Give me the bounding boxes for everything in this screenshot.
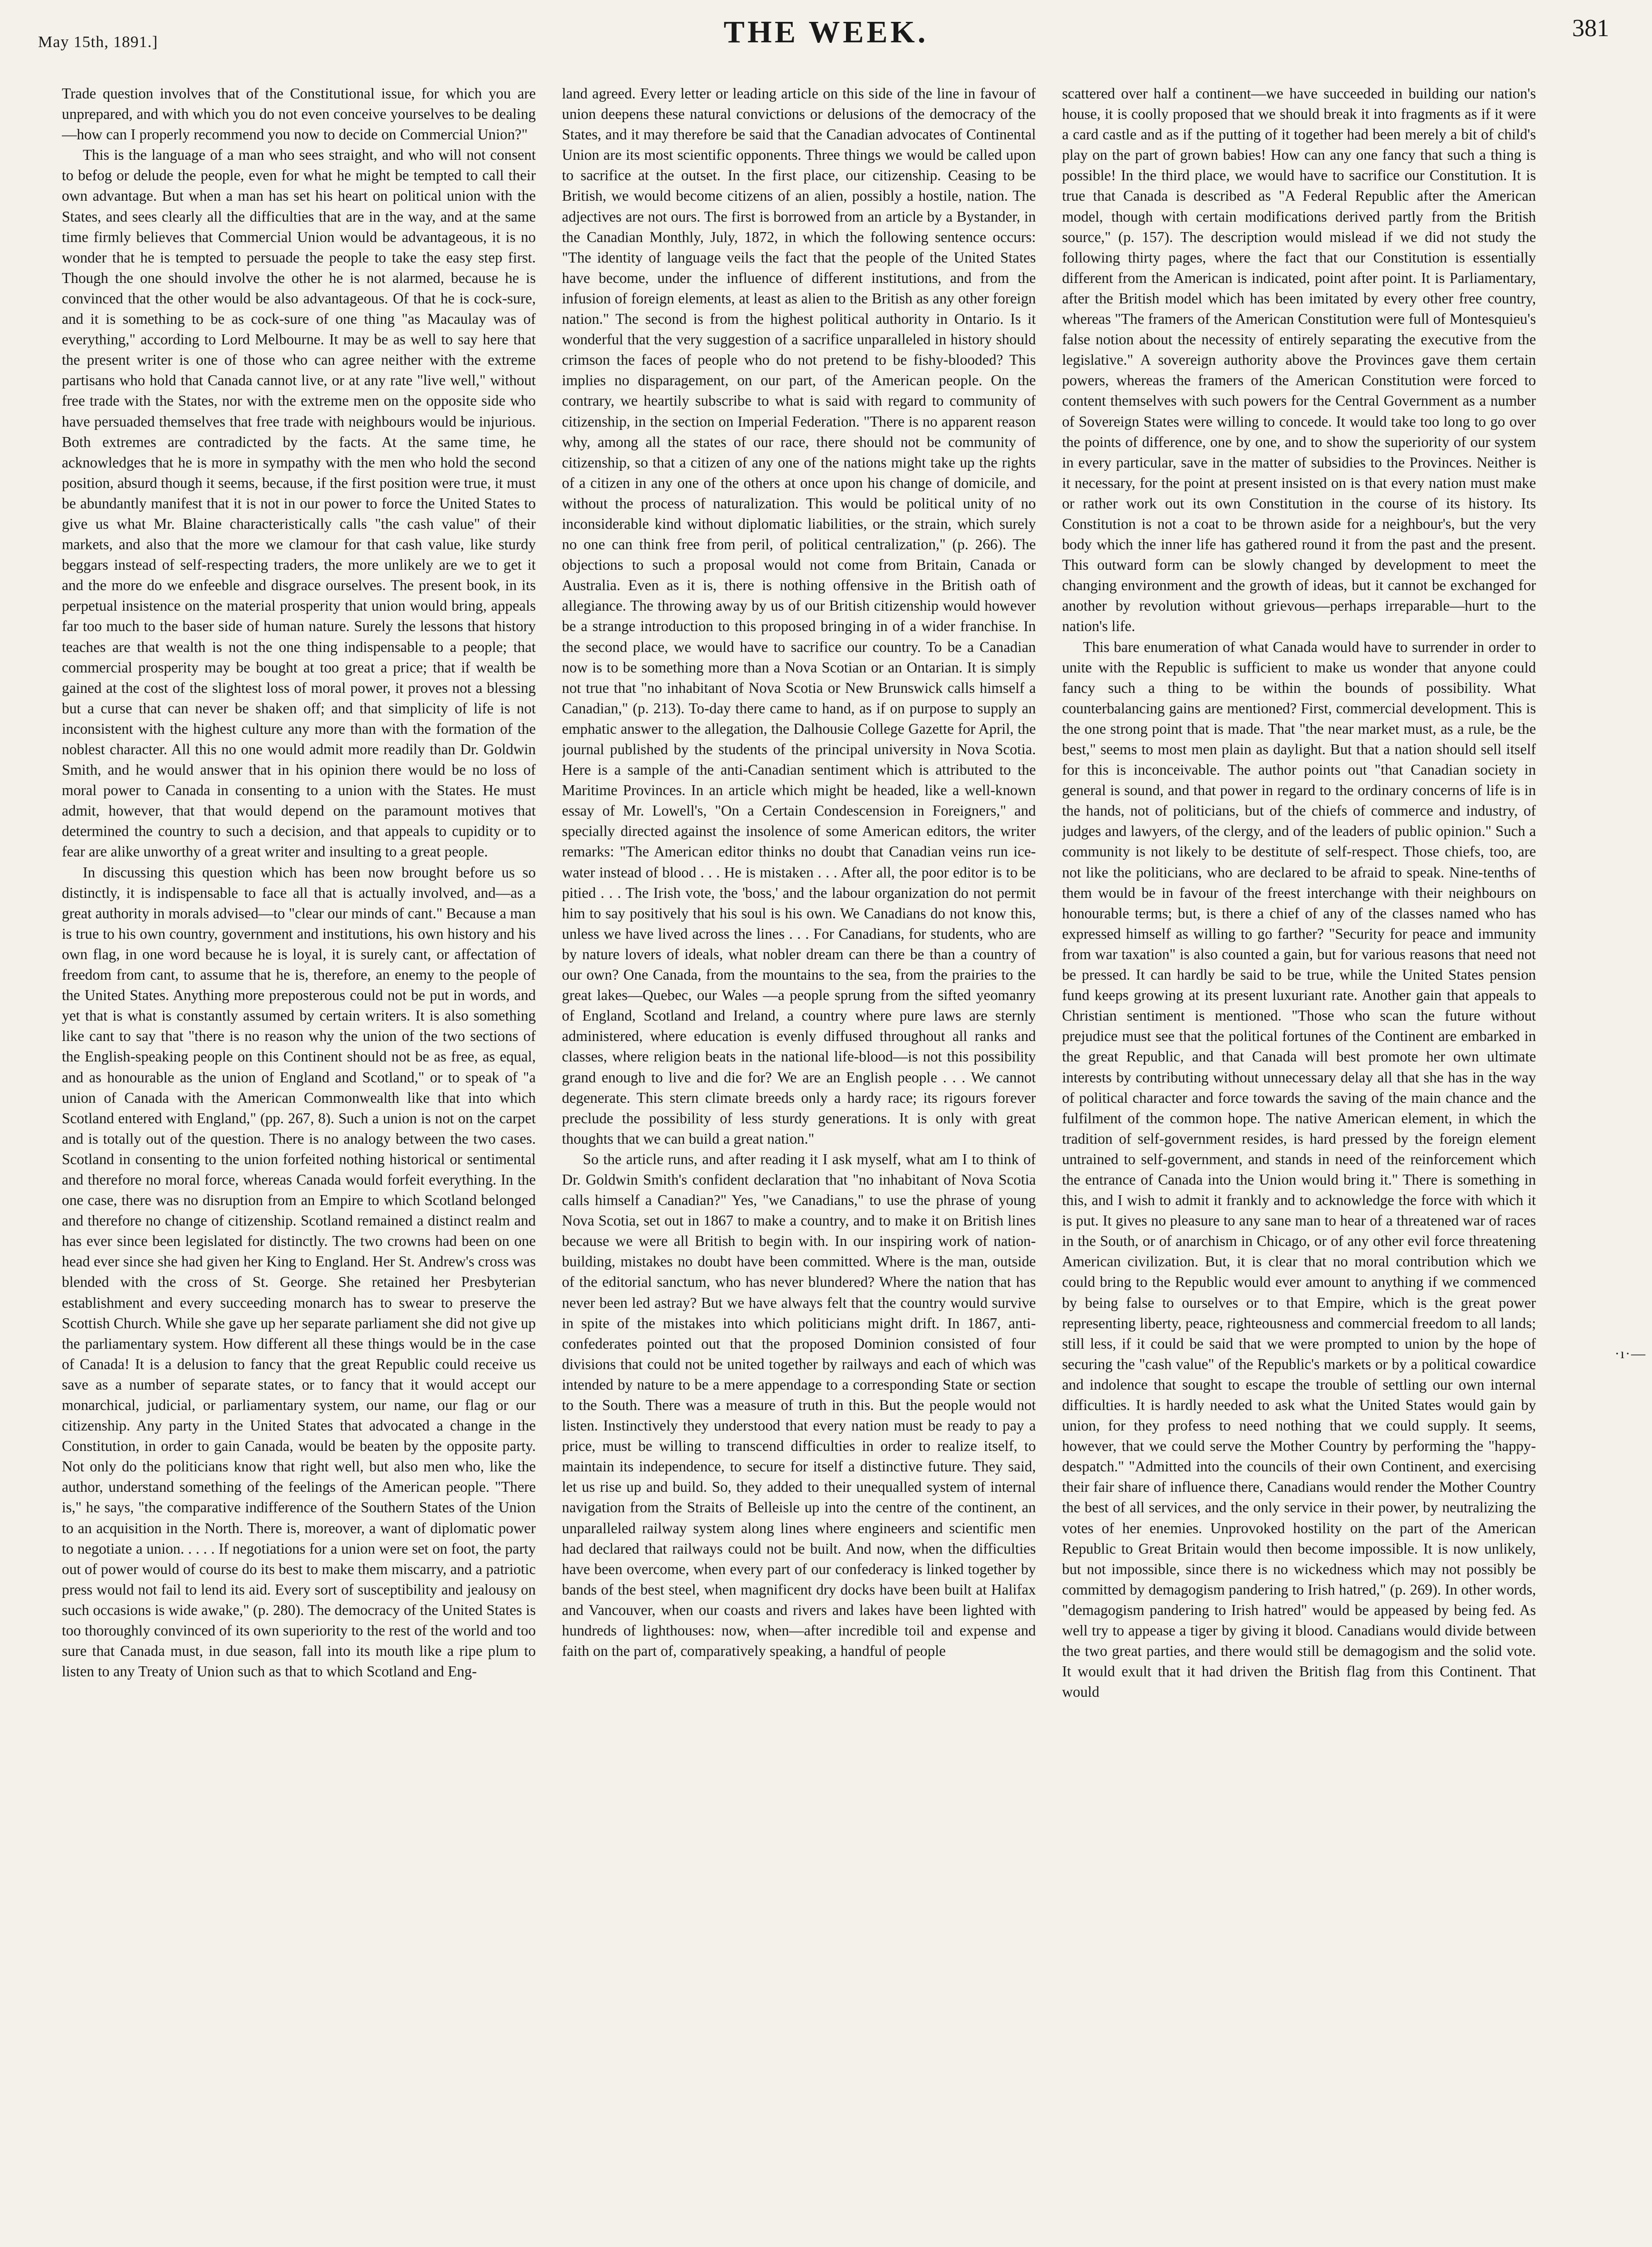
publication-title: THE WEEK. — [723, 15, 929, 49]
paragraph: Trade question involves that of the Constitutional issue, for which you are unprepared, and with which you do not even conceive yourselves to be dealing—how can I properly recommend you now to decide on Commercial Union?" — [62, 85, 536, 143]
paragraph: This is the language of a man who sees straight, and who will not consent to befog or delude the people, even for what he might be tempted to call their own advantage. But when a man has set his heart on political union with the States, and sees clearly all the difficulties that are in the way, and at the same time firmly believes that Commercial Union would be advantageous, it is no wonder that he is tempted to persuade the people to take the easy step first. Though the one should involve the other he is not alarmed, because he is convinced that the other would be also advantageous. Of that he is cock-sure, and it is something to be as cock-sure of one thing "as Macaulay was of everything," according to Lord Melbourne. It may be as well to say here that the present writer is one of those who can agree neither with the extreme partisans who hold that Canada cannot live, or at any rate "live well," without free trade with the States, nor with the extreme men on the opposite side who have persuaded themselves that free trade with neighbours would be injurious. Both extremes are contradicted by the facts. At the same time, he acknowledges that he is more in sympathy with the men who hold the second position, absurd though it seems, because, if the first position were true, it must be abundantly manifest that it is not in our power to force the United States to give us what Mr. Blaine characteristically calls "the cash value" of their markets, and also that the more we clamour for that cash value, like sturdy beggars instead of self-respecting traders, the more unlikely are we to get it and the more do we enfeeble and disgrace ourselves. The present book, in its perpetual insistence on the material prosperity that union would bring, appeals far too much to the baser side of human nature. Surely the lessons that history teaches are that wealth is not the one thing indispensable to a people; that commercial prosperity may be bought at too great a price; that if wealth be gained at the cost of the slightest loss of moral power, it proves not a blessing but a curse that can never be shaken off; and that simplicity of life is not inconsistent with the highest culture any more than with the formation of the noblest character. All this no one would admit more readily than Dr. Goldwin Smith, and he would answer that in his opinion there would be no loss of moral power to Canada in consenting to a union with the States. He must admit, however, that that would depend on the paramount motives that determined the country to such a decision, and that appeals to cupidity or to fear are alike unworthy of a great writer and insulting to a great people. — [62, 146, 536, 860]
column-middle — [562, 83, 1036, 2223]
issue-date: May 15th, 1891.] — [38, 33, 158, 51]
article-columns — [62, 83, 1536, 2223]
column-right — [1062, 83, 1536, 2223]
paragraph: scattered over half a continent—we have succeeded in building our nation's house, it is coolly proposed that we should break it into fragments as if it were a card castle and as if the putting of it together had been merely a bit of child's play on the part of grown babies! How can any one fancy that such a thing is possible! In the third place, we would have to sacrifice our Constitution. It is true that Canada is described as "A Federal Republic after the American model, though with certain modifications derived partly from the British source," (p. 157). The description would mislead if we did not study the following thirty pages, where the fact that our Constitution is essentially different from the American is indicated, point after point. It is Parliamentary, after the British model which has been imitated by every other free country, whereas "The framers of the American Constitution were full of Montesquieu's false notion about the necessity of entirely separating the executive from the legislative." A sovereign authority above the Provinces gave them certain powers, whereas the framers of the American Constitution were forced to content themselves with such powers for the Central Government as a number of Sovereign States were willing to concede. It would take too long to go over the points of difference, one by one, and to show the superiority of our system in every particular, save in the matter of subsidies to the Provinces. Neither is it necessary, for the point at present insisted on is that every nation must make or rather work out its own Constitution in the course of its history. Its Constitution is not a coat to be thrown aside for a neighbour's, but the very body which the inner life has gathered round it from the past and the present. This outward form can be slowly changed by development to meet the changing environment and the growth of ideas, but it cannot be exchanged for another by revolution without grievous—perhaps irreparable—hurt to the nation's life. — [1062, 85, 1536, 635]
paragraph: land agreed. Every letter or leading article on this side of the line in favour of union deepens these natural convictions or delusions of the democracy of the States, and it may therefore be said that the Canadian advocates of Continental Union are its most scientific opponents. Three things we would be called upon to sacrifice at the outset. In the first place, our citizenship. Ceasing to be British, we would become citizens of an alien, possibly a hostile, nation. The adjectives are not ours. The first is borrowed from an article by a Bystander, in the Canadian Monthly, July, 1872, in which the following sentence occurs: "The identity of language veils the fact that the people of the United States have become, under the influence of different institutions, and from the infusion of foreign elements, at least as alien to the British as any other foreign nation." The second is from the highest political authority in Ontario. Is it wonderful that the very suggestion of a sacrifice unparalleled in history should crimson the faces of people who do not pretend to be fishy-blooded? This implies no disparagement, on our part, of the American people. On the contrary, we heartily subscribe to what is said with regard to community of citizenship, in the section on Imperial Federation. "There is no apparent reason why, among all the states of our race, there should not be community of citizenship, so that a citizen of any one of the nations might take up the rights of a citizen in any one of the others at once upon his change of domicile, and without the process of naturalization. This would be political unity of no inconsiderable kind without diplomatic liabilities, or the strain, which surely no one can think free from peril, of political centralization," (p. 266). The objections to such a proposal would not come from Britain, Canada or Australia. Even as it is, there is nothing offensive in the British oath of allegiance. The throwing away by us of our British citizenship would however be a strange introduction to this proposed bringing in of a wider franchise. In the second place, we would have to sacrifice our country. To be a Canadian now is to be something more than a Nova Scotian or an Ontarian. It is simply not true that "no inhabitant of Nova Scotia or New Brunswick calls himself a Canadian," (p. 213). To-day there came to hand, as if on purpose to supply an emphatic answer to the allegation, the Dalhousie College Gazette for April, the journal published by the students of the principal university in Nova Scotia. Here is a sample of the anti-Canadian sentiment which is attributed to the Maritime Provinces. In an article which might be headed, like a well-known essay of Mr. Lowell's, "On a Certain Condescension in Foreigners," and specially directed against the insolence of some American editors, the writer remarks: "The American editor thinks no doubt that Canadian veins run ice-water instead of blood . . . He is mistaken . . . After all, the poor editor is to be pitied . . . The Irish vote, the 'boss,' and the labour organization do not permit him to say positively that his soul is his own. We Canadians do not know this, unless we have lived across the lines . . . For Canadians, for students, who are by nature lovers of ideals, what nobler dream can there be than a country of our own? One Canada, from the mountains to the sea, from the prairies to the great lakes—Quebec, our Wales —a people sprung from the sifted yeomanry of England, Scotland and Ireland, a country where pure laws are sternly administered, where education is evenly diffused throughout all ranks and classes, where religion beats in the national life-blood—is not this possibility grand enough to live and die for? We are an English people . . . We cannot degenerate. This stern climate breeds only a hardy race; its rigours forever preclude the possibility of less sturdy generations. It is only with great thoughts that we can build a great nation." — [562, 85, 1036, 1147]
column-left — [62, 83, 536, 2223]
paragraph: This bare enumeration of what Canada would have to surrender in order to unite with the Republic is sufficient to make us wonder that anyone could fancy such a thing to be within the bounds of possibility. What counterbalancing gains are mentioned? First, commercial development. This is the one strong point that is made. That "the near market must, as a rule, be the best," seems to most men plain as daylight. But that a nation should sell itself for this is inconceivable. The author points out "that Canadian society in general is sound, and that power in regard to the ordinary concerns of life is in the hands, not of politicians, but of the chiefs of commerce and industry, of judges and lawyers, of the clergy, and of the leaders of public opinion." Such a community is not likely to be destitute of self-respect. Those chiefs, too, are not like the politicians, who are declared to be afraid to speak. Nine-tenths of them would be in favour of the freest interchange with their neighbours on honourable terms; but, is there a chief of any of the classes named who has expressed himself as willing to go farther? "Security for peace and immunity from war taxation" is also counted a gain, but for various reasons that need not be pressed. It can hardly be said to be true, while the United States pension fund keeps growing at its present luxuriant rate. Another gain that appeals to Christian sentiment is mentioned. "Those who scan the future without prejudice must see that the political fortunes of the Continent are embarked in the great Republic, and that Canada will best promote her own ultimate interests by contributing without unnecessary delay all that she has in the way of political character and force towards the saving of the main chance and the fulfilment of the common hope. The native American element, in which the tradition of self-government resides, is hard pressed by the foreign element untrained to self-government, and stands in need of the reinforcement which the entrance of Canada into the Union would bring it." There is something in this, and I wish to admit it frankly and to acknowledge the force with which it is put. It gives no pleasure to any sane man to hear of a threatened war of races in the South, or of anarchism in Chicago, or of any other evil force threatening American civilization. But, it is clear that no moral contribution which we could bring to the Republic would ever amount to anything if we commenced by being false to ourselves or to that Empire, which is the great power representing liberty, peace, righteousness and commercial freedom to all lands; still less, if it could be said that we were prompted to union by the hope of securing the "cash value" of the Republic's markets or by a political cowardice and indolence that sought to escape the trouble of settling our own internal difficulties. It is hardly needed to ask what the United States would gain by union, for they profess to need nothing that we could supply. It seems, however, that we could serve the Mother Country by performing the "happy-despatch." "Admitted into the councils of their own Continent, and exercising their fair share of influence there, Canadians would render the Mother Country the best of all services, and the only service in their power, by neutralizing the votes of her enemies. Unprovoked hostility on the part of the American Republic to Great Britain would then become impossible. It is now unlikely, but not impossible, since there is no wickedness which may not possibly be committed by demagogism pandering to Irish hatred," (p. 269). In other words, "demagogism pandering to Irish hatred" would be appeased by being fed. As well try to appease a tiger by giving it blood. Canadians would divide between the two great parties, and there would still be demagogism and the solid vote. It would exult that it had driven the British flag from this Continent. That would — [1062, 638, 1536, 1701]
margin-mark: ·ı·— — [1614, 1346, 1646, 1362]
paragraph: So the article runs, and after reading it I ask myself, what am I to think of Dr. Goldwin Smith's confident declaration that "no inhabitant of Nova Scotia calls himself a Canadian?" Yes, "we Canadians," to use the phrase of young Nova Scotia, set out in 1867 to make a country, and to make it on British lines because we were all British to begin with. In our inspiring work of nation-building, mistakes no doubt have been committed. Where is the man, outside of the editorial sanctum, who has never blundered? Where the nation that has never been led astray? But we have always felt that the country would survive in spite of the mistakes into which politicians might drift. In 1867, anti-confederates pointed out that the proposed Dominion consisted of four divisions that could not be united together by railways and each of which was intended by nature to be a mere appendage to a corresponding State or section to the South. There was a measure of truth in this. But the people would not listen. Instinctively they understood that every nation must be ready to pay a price, must be willing to transcend difficulties in order to realize itself, to maintain its independence, to secure for itself a distinctive future. They said, let us rise up and build. So, they added to their unequalled system of internal navigation from the Straits of Belleisle up into the centre of the continent, an unparalleled railway system along lines where engineers and scientific men had declared that railways could not be built. And now, when the difficulties have been overcome, when every part of our confederacy is linked together by bands of the best steel, when magnificent dry docks have been built at Halifax and Vancouver, when our coasts and rivers and lakes have been lighted with hundreds of lighthouses: now, when—after incredible toil and expense and faith on the part of, comparatively speaking, a handful of people — [562, 1150, 1036, 1660]
page-number: 381 — [1572, 15, 1609, 42]
paragraph: In discussing this question which has been now brought before us so distinctly, it is indispensable to face all that is actually involved, and—as a great authority in morals advised—to "clear our minds of cant." Because a man is true to his own country, government and institutions, his own history and his own flag, in one word because he is loyal, it is surely cant, or affectation of freedom from cant, to assume that he is, therefore, an enemy to the people of the United States. Anything more preposterous could not be put in words, and yet that is what is constantly assumed by certain writers. It is also something like cant to say that "there is no reason why the union of the two sections of the English-speaking people on this Continent should not be as free, as equal, and as honourable as the union of England and Scotland," or to speak of "a union of Canada with the American Commonwealth like that into which Scotland entered with England," (pp. 267, 8). Such a union is not on the carpet and is totally out of the question. There is no analogy between the two cases. Scotland in consenting to the union forfeited nothing historical or sentimental and therefore no moral force, whereas Canada would forfeit everything. In the one case, there was no disruption from an Empire to which Scotland belonged and therefore no change of citizenship. Scotland remained a distinct realm and has ever since been legislated for distinctly. The two crowns had been on one head ever since she had given her King to England. Her St. Andrew's cross was blended with the cross of St. George. She retained her Presbyterian establishment and every succeeding monarch has to swear to preserve the Scottish Church. While she gave up her separate parliament she did not give up the parliamentary system. How different all these things would be in the case of Canada! It is a delusion to fancy that the great Republic could receive us save as a number of separate states, or to fancy that it would accept our monarchical, judicial, or parliamentary system, our name, our flag or our citizenship. Any party in the United States that advocated a change in the Constitution, in order to gain Canada, would be beaten by the opposite party. Not only do the politicians know that right well, but also men who, like the author, understand something of the feelings of the American people. "There is," he says, "the comparative indifference of the Southern States of the Union to an acquisition in the North. There is, moreover, a want of diplomatic power to negotiate a union. . . . . If negotiations for a union were set on foot, the party out of power would of course do its best to make them miscarry, and a patriotic press would not fail to lend its aid. Every sort of susceptibility and jealousy on such occasions is wide awake," (p. 280). The democracy of the United States is too thoroughly convinced of its own superiority to the rest of the world and too sure that Canada must, in due season, fall into its mouth like a ripe plum to listen to any Treaty of Union such as that to which Scotland and Eng- — [62, 864, 536, 1680]
